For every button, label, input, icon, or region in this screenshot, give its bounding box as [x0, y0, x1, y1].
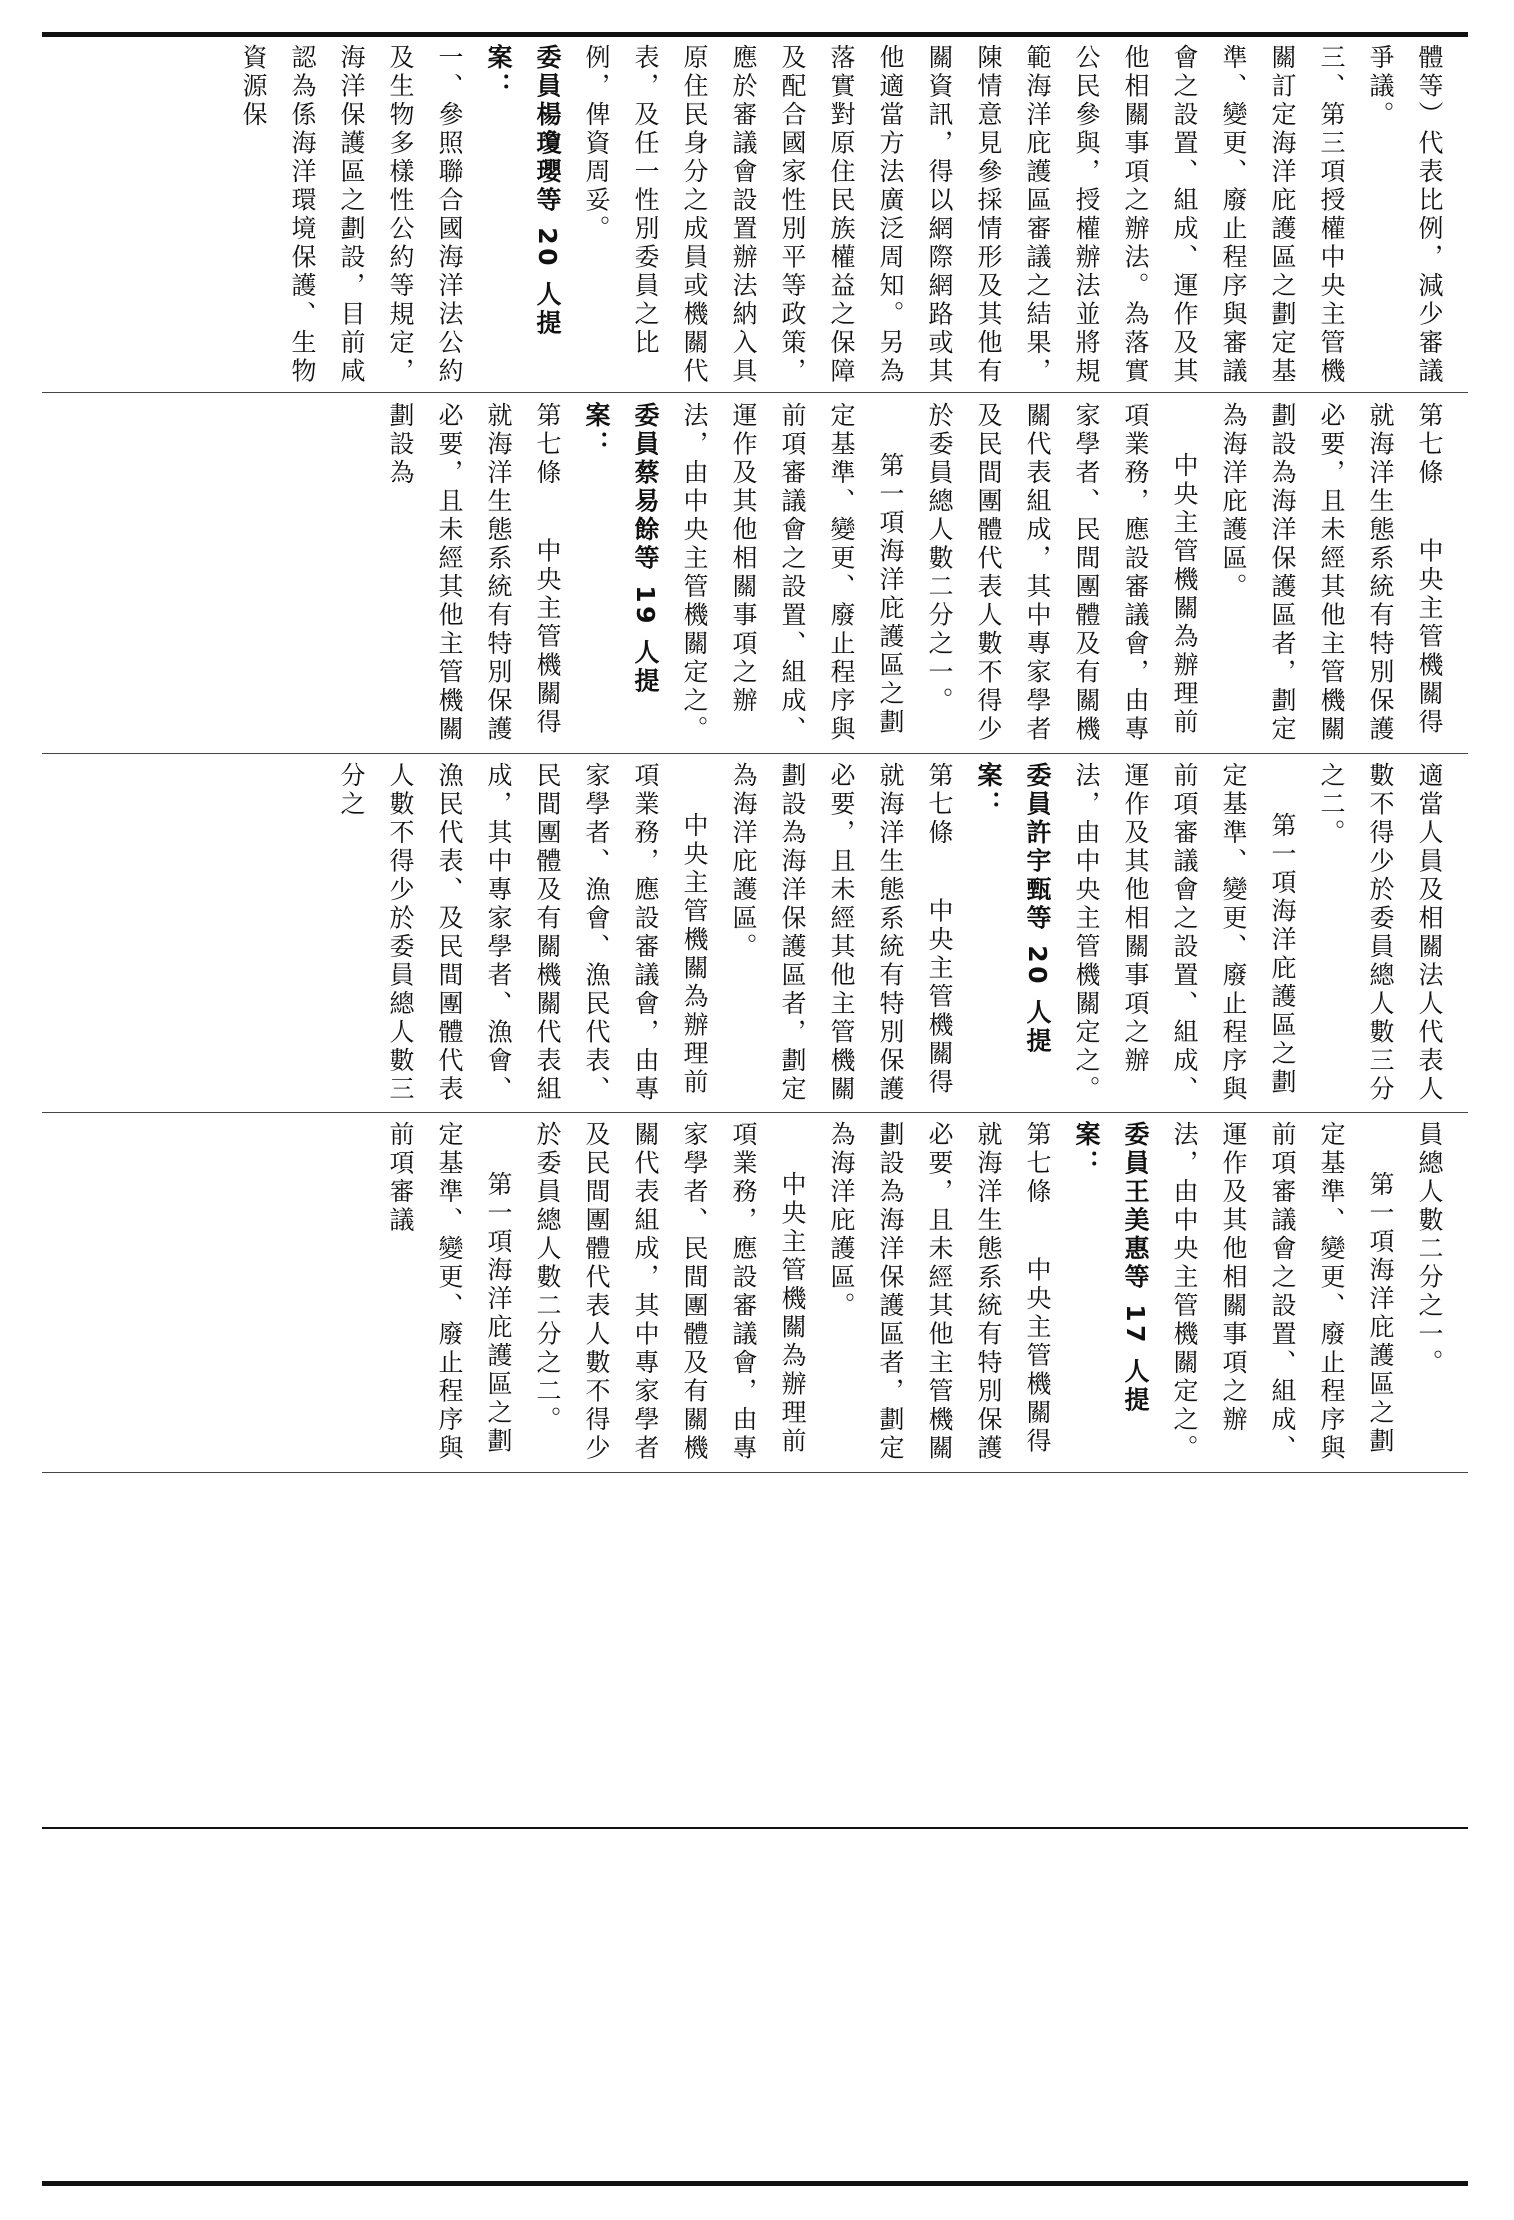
proposal-heading-line [1062, 1121, 1160, 1467]
heading-colon: ： [974, 790, 1003, 819]
paragraph: 員總人數二分之一。 [1415, 1121, 1444, 1378]
article-paragraph [376, 402, 572, 748]
section-rule [42, 1827, 1468, 1829]
article-number: 第七條 [533, 402, 562, 488]
paragraph: 第一項海洋庇護區之劃定基準、變更、廢止程序與前項審議會之設置、組成、運作及其他相關事項之辦法，由中央主管機關定之。 [680, 402, 905, 744]
panel-separator [42, 392, 1468, 393]
paragraph: 適當人員及相關法人代表人數不得少於委員總人數三分之二。 [1317, 762, 1444, 1104]
paragraph: 第一項海洋庇護區之劃定基準、變更、廢止程序與前項審議會之設置、組成、運作及其他相關事項之辦法，由中央主管機關定之。 [1170, 1121, 1395, 1463]
paragraph: 中央主管機關為辦理前項業務，應設審議會，由專家學者、民間團體及有關機關代表組成，其中專家學者及民間團體代表人數不得少於委員總人數二分之二。 [533, 1121, 807, 1463]
top-rule [42, 32, 1468, 37]
paragraph: 中央主管機關為辦理前項業務，應設審議會，由專家學者、漁會、漁民代表、民間團體及有關機關代表組成，其中專家學者、漁會、漁民代表、及民間團體代表人數不得少於委員總人數三分之 [337, 762, 709, 1104]
panel-separator [42, 1112, 1468, 1113]
paragraph: 一、參照聯合國海洋法公約及生物多樣性公約等規定，海洋保護區之劃設，目前咸認為係海洋環境保護、生物資源保 [239, 44, 464, 386]
text-panel-3 [54, 762, 1454, 1108]
proposal-heading: 委員楊瓊瓔等 20 人提案： [484, 44, 562, 339]
paragraph-text: 中央主管機關得就海洋生態系統有特別保護必要，且未經其他主管機關劃設為海洋保護區者，劃定為海洋庇護區。 [1219, 402, 1444, 744]
proposal-heading-line [572, 402, 670, 748]
proposal-heading: 委員蔡易餘等 19 人提案 [582, 402, 660, 697]
paragraph: 體等）代表比例，減少審議爭議。 [1366, 44, 1444, 386]
article-paragraph [719, 762, 964, 1108]
text-panel-4 [54, 1121, 1454, 1467]
paragraph-text: 中央主管機關得就海洋生態系統有特別保護必要，且未經其他主管機關劃設為海洋保護區者，劃定為海洋庇護區。 [827, 1121, 1052, 1463]
paragraph: 中央主管機關為辦理前項業務，應設審議會，由專家學者、民間團體及有關機關代表組成，其中專家學者及民間團體代表人數不得少於委員總人數二分之一。 [925, 402, 1199, 744]
paragraph-text: 中央主管機關得就海洋生態系統有特別保護必要，且未經其他主管機關劃設為海洋保護區者，劃定為海洋庇護區。 [729, 762, 954, 1104]
article-number: 第七條 [1415, 402, 1444, 488]
heading-colon: ： [582, 430, 611, 459]
panel-separator [42, 753, 1468, 754]
proposal-heading: 委員許宇甄等 20 人提案 [974, 762, 1052, 1057]
paragraph: 第一項海洋庇護區之劃定基準、變更、廢止程序與前項審議 [386, 1121, 513, 1463]
paragraph: 三、第三項授權中央主管機關訂定海洋庇護區之劃定基準、變更、廢止程序與審議會之設置、組成、運作及其他相關事項之辦法。為落實公民參與，授權辦法並將規範海洋庇護區審議之結果，陳情意見參採情形及其他有關資訊，得以網際網路或其他適當方法廣泛周知。另為落實對原住民族權益之保障及配合國家性別平等政策，應於審議會設置辦法納入具原住民身分之成員或機關代表，及任一性別委員之比例，俾資周妥。 [582, 44, 1346, 386]
article-paragraph [1209, 402, 1454, 748]
proposal-heading: 委員王美惠等 17 人提案 [1072, 1121, 1150, 1416]
article-paragraph [817, 1121, 1062, 1467]
paragraph: 第一項海洋庇護區之劃定基準、變更、廢止程序與前項審議會之設置、組成、運作及其他相關事項之辦法，由中央主管機關定之。 [1072, 762, 1297, 1104]
bottom-rule [42, 2181, 1468, 2186]
text-panel-1 [54, 44, 1454, 386]
heading-colon: ： [1072, 1149, 1101, 1178]
article-number: 第七條 [1023, 1121, 1052, 1207]
panel-separator [42, 1472, 1468, 1473]
text-panel-2 [54, 402, 1454, 748]
article-number: 第七條 [925, 762, 954, 848]
proposal-heading-line [964, 762, 1062, 1108]
paragraph-text: 中央主管機關得就海洋生態系統有特別保護必要，且未經其他主管機關劃設為 [386, 402, 562, 744]
